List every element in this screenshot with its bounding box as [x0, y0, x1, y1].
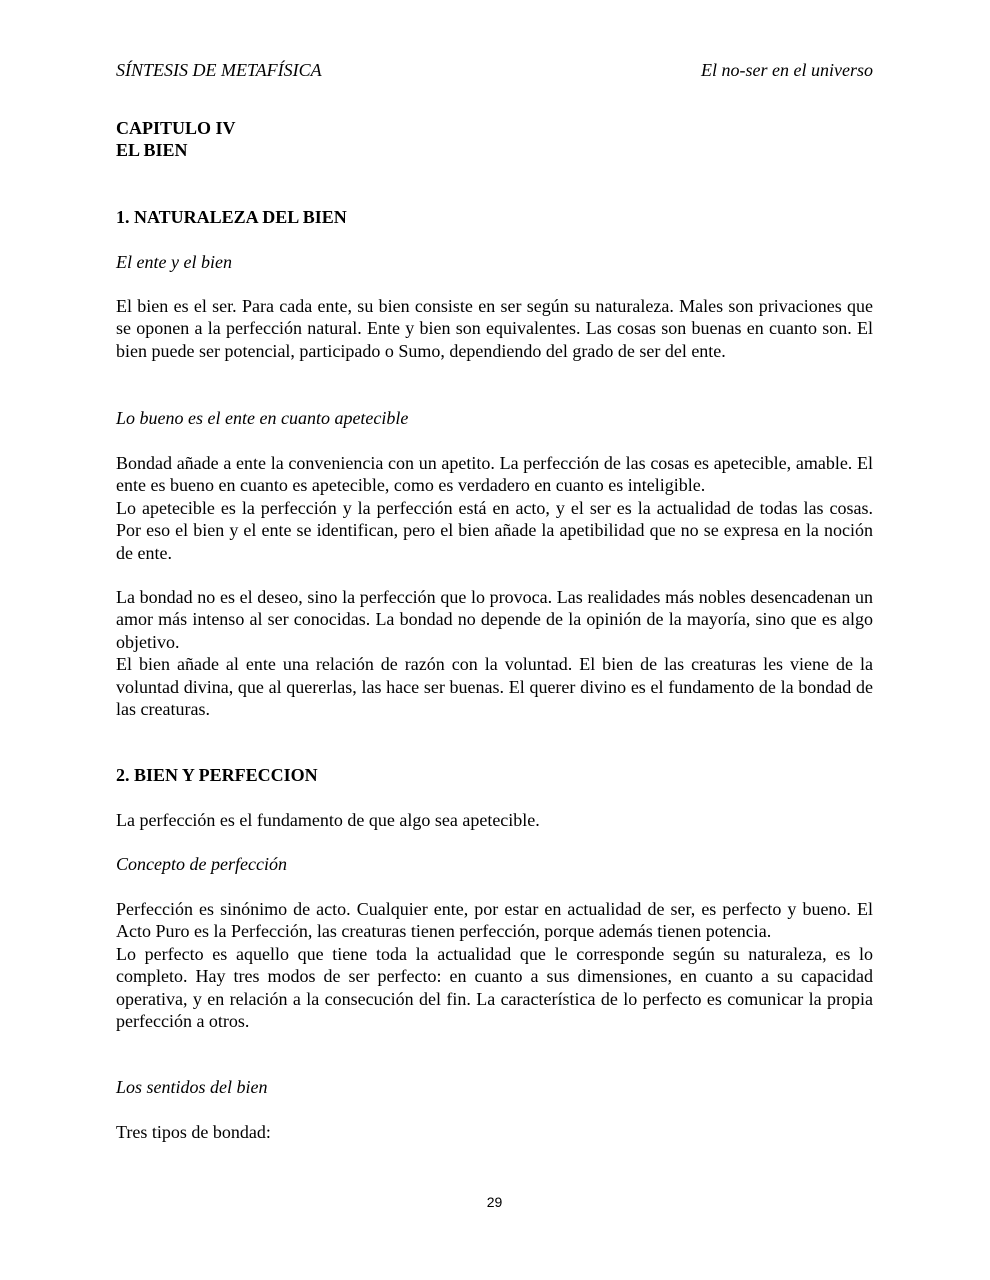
paragraph: [116, 586, 873, 720]
chapter-heading: [116, 117, 873, 162]
paragraph: [116, 295, 873, 362]
paragraph-text: El bien es el ser. Para cada ente, su bien consiste en ser según su naturaleza. Males son privaciones que se oponen a la perfección natural. Ente y bien son equivalentes. Las cosas son buenas en cuanto son. El bien puede ser potencial, participado o Sumo, dependiendo del grado de ser del ente.: [116, 296, 873, 361]
paragraph-text: Lo apetecible es la perfección y la perfección está en acto, y el ser es la actualidad de todas las cosas. Por eso el bien y el ente se identifican, pero el bien añade la apetibilidad que no se expresa en la noción de ente.: [116, 497, 873, 563]
subheading-sentidos-bien: Los sentidos del bien: [116, 1077, 268, 1097]
paragraph-text: El bien añade al ente una relación de razón con la voluntad. El bien de las creaturas les viene de la voluntad divina, que al quererlas, las hace ser buenas. El querer divino es el fundamento de la bondad de las creaturas.: [116, 654, 873, 720]
paragraph-text: Lo perfecto es aquello que tiene toda la actualidad que le corresponde según su naturaleza, es lo completo. Hay tres modos de ser perfecto: en cuanto a sus dimensiones, en cuanto a su capacidad operativa, y en relación a la consecución del fin. La característica de lo perfecto es comunicar la propia perfección a otros.: [116, 943, 873, 1032]
paragraph: [116, 809, 873, 831]
header-section-title: El no-ser en el universo: [701, 60, 873, 80]
section-heading-1: 1. NATURALEZA DEL BIEN: [116, 207, 347, 227]
paragraph: [116, 898, 873, 1032]
paragraph-text: La bondad no es el deseo, sino la perfección que lo provoca. Las realidades más nobles desencadenan un amor más intenso al ser conocidas. La bondad no depende de la opinión de la mayoría, sino que es algo objetivo.: [116, 587, 873, 652]
subheading-ente-y-bien: El ente y el bien: [116, 252, 232, 272]
section-heading-2: 2. BIEN Y PERFECCION: [116, 765, 318, 785]
document-page: [116, 0, 873, 1280]
paragraph: [116, 452, 873, 564]
subheading-bueno-apetecible: Lo bueno es el ente en cuanto apetecible: [116, 408, 409, 428]
paragraph: [116, 1121, 873, 1143]
chapter-number: CAPITULO IV: [116, 118, 236, 138]
paragraph-text: Tres tipos de bondad:: [116, 1122, 271, 1142]
chapter-title: EL BIEN: [116, 140, 188, 161]
paragraph-text: La perfección es el fundamento de que algo sea apetecible.: [116, 810, 540, 830]
running-header: [116, 58, 873, 82]
page-number: 29: [486, 1194, 503, 1210]
subheading-concepto-perfeccion: Concepto de perfección: [116, 854, 287, 874]
paragraph-text: Bondad añade a ente la conveniencia con un apetito. La perfección de las cosas es apetecible, amable. El ente es bueno en cuanto es apetecible, como es verdadero en cuanto es inteligible.: [116, 453, 873, 496]
paragraph-text: Perfección es sinónimo de acto. Cualquier ente, por estar en actualidad de ser, es perfecto y bueno. El Acto Puro es la Perfección, las creaturas tienen perfección, porque además tienen potencia.: [116, 899, 873, 942]
header-book-title: SÍNTESIS DE METAFÍSICA: [116, 60, 322, 80]
